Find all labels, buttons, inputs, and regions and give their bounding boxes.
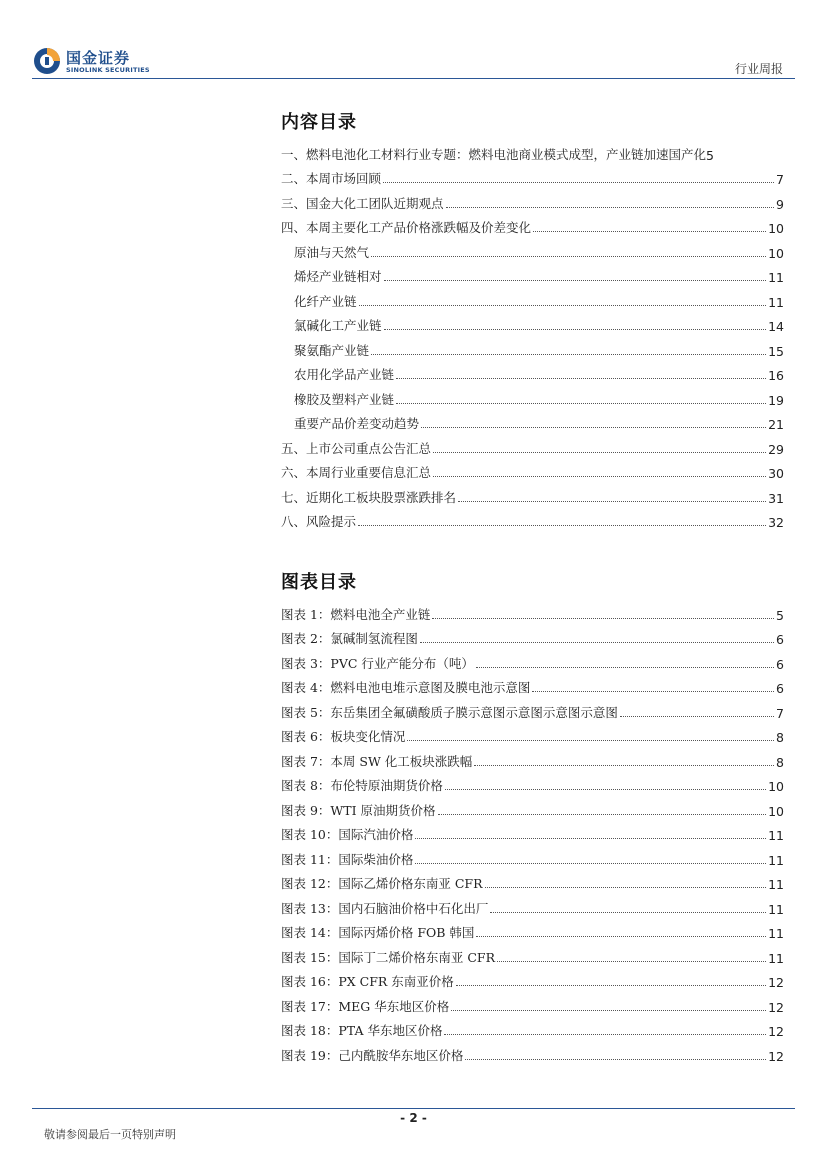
figure-entry-page: 11 xyxy=(768,828,784,843)
toc-entry-page: 9 xyxy=(776,196,784,212)
figure-entry[interactable] xyxy=(281,843,784,868)
dot-leader xyxy=(474,765,774,766)
toc-entry-label: 化纤产业链 xyxy=(294,293,357,309)
figure-entry[interactable] xyxy=(281,672,784,697)
toc-entry-page: 15 xyxy=(768,343,784,359)
figure-entry[interactable] xyxy=(281,917,784,942)
figure-entry-page: 12 xyxy=(768,975,784,990)
company-logo xyxy=(32,46,192,78)
toc-entry[interactable] xyxy=(281,506,784,531)
toc-entry[interactable] xyxy=(281,163,784,188)
figure-entry-label: 图表 14：国际丙烯价格 FOB 韩国 xyxy=(281,925,475,940)
toc-title: 内容目录 xyxy=(281,112,357,133)
figure-entry[interactable] xyxy=(281,794,784,819)
figure-entry-page: 11 xyxy=(768,901,784,917)
dot-leader xyxy=(532,691,774,692)
dot-leader xyxy=(433,452,766,453)
dot-leader xyxy=(433,476,766,477)
toc-entry-label: 一、燃料电池化工材料行业专题：燃料电池商业模式成型，产业链加速国产化 xyxy=(281,146,707,162)
dot-leader xyxy=(438,814,767,815)
figure-entry-page: 11 xyxy=(768,950,784,966)
list-of-figures xyxy=(281,598,784,1064)
figure-entry[interactable] xyxy=(281,1015,784,1040)
figure-entry-page: 10 xyxy=(768,803,784,819)
header-divider xyxy=(32,78,795,79)
dot-leader xyxy=(476,667,774,668)
toc-entry-page: 14 xyxy=(768,319,784,334)
figure-entry-label: 图表 2：氯碱制氢流程图 xyxy=(281,631,418,646)
figure-entry-label: 图表 9：WTI 原油期货价格 xyxy=(281,802,436,818)
toc-entry[interactable] xyxy=(281,310,784,335)
figure-entry-page: 11 xyxy=(768,877,784,892)
dot-leader xyxy=(497,961,766,962)
figure-entry-page: 5 xyxy=(776,607,784,623)
figure-entry-label: 图表 16：PX CFR 东南亚价格 xyxy=(281,974,454,989)
dot-leader xyxy=(458,501,766,502)
figure-entry-page: 6 xyxy=(776,681,784,696)
toc-entry[interactable] xyxy=(281,408,784,433)
toc-entry[interactable] xyxy=(281,138,784,163)
toc-entry-page: 11 xyxy=(768,270,784,285)
dot-leader xyxy=(465,1059,766,1060)
dot-leader xyxy=(396,403,766,404)
figure-entry[interactable] xyxy=(281,598,784,623)
figure-entry-label: 图表 7：本周 SW 化工板块涨跌幅 xyxy=(281,753,473,769)
figure-entry[interactable] xyxy=(281,696,784,721)
toc-entry[interactable] xyxy=(281,261,784,286)
dot-leader xyxy=(456,985,766,986)
figure-entry-page: 12 xyxy=(768,999,784,1015)
toc-entry-page: 7 xyxy=(776,172,784,187)
toc-entry-label: 农用化学品产业链 xyxy=(294,367,395,382)
figure-entry[interactable] xyxy=(281,941,784,966)
dot-leader xyxy=(396,378,766,379)
figure-entry[interactable] xyxy=(281,990,784,1015)
dot-leader xyxy=(371,256,766,257)
figure-entry-page: 11 xyxy=(768,852,784,868)
figure-entry[interactable] xyxy=(281,1039,784,1064)
figure-entry-page: 10 xyxy=(768,779,784,794)
figures-title: 图表目录 xyxy=(281,572,357,593)
toc-entry[interactable] xyxy=(281,432,784,457)
figure-entry[interactable] xyxy=(281,868,784,893)
figure-entry-page: 7 xyxy=(776,705,784,721)
toc-entry-label: 八、风险提示 xyxy=(281,514,357,529)
figure-entry-page: 8 xyxy=(776,730,784,745)
figure-entry-page: 6 xyxy=(776,656,784,672)
toc-entry-page: 19 xyxy=(768,392,784,408)
dot-leader xyxy=(485,887,767,888)
toc-entry[interactable] xyxy=(281,285,784,310)
toc-entry-page: 16 xyxy=(768,368,784,383)
dot-leader xyxy=(421,427,766,428)
dot-leader xyxy=(407,740,774,741)
figure-entry[interactable] xyxy=(281,770,784,795)
dot-leader xyxy=(420,642,774,643)
toc-entry-label: 重要产品价差变动趋势 xyxy=(294,416,420,431)
figure-entry-label: 图表 10：国际汽油价格 xyxy=(281,827,414,842)
dot-leader xyxy=(451,1010,766,1011)
dot-leader xyxy=(383,182,774,183)
dot-leader xyxy=(445,789,766,790)
toc-entry-label: 二、本周市场回顾 xyxy=(281,171,382,186)
report-type-label: 行业周报 xyxy=(734,62,783,76)
toc-entry-label: 聚氨酯产业链 xyxy=(294,342,370,358)
toc-entry-page: 31 xyxy=(768,490,784,506)
dot-leader xyxy=(444,1034,766,1035)
dot-leader xyxy=(533,231,766,232)
figure-entry[interactable] xyxy=(281,819,784,844)
figure-entry-label: 图表 8：布伦特原油期货价格 xyxy=(281,778,443,793)
logo-english-name: SINOLINK SECURITIES xyxy=(66,66,150,74)
toc-entry-label: 橡胶及塑料产业链 xyxy=(294,391,395,407)
figure-entry-label: 图表 15：国际丁二烯价格东南亚 CFR xyxy=(281,949,496,965)
logo-chinese-name: 国金证券 xyxy=(66,49,131,67)
dot-leader xyxy=(432,618,774,619)
toc-entry-page: 5 xyxy=(706,147,714,163)
toc-entry-label: 烯烃产业链相对 xyxy=(294,269,382,284)
figure-entry[interactable] xyxy=(281,647,784,672)
figure-entry-label: 图表 17：MEG 华东地区价格 xyxy=(281,998,450,1014)
disclaimer-text: 敬请参阅最后一页特别声明 xyxy=(44,1128,176,1141)
figure-entry[interactable] xyxy=(281,892,784,917)
figure-entry-label: 图表 1：燃料电池全产业链 xyxy=(281,606,431,622)
toc-entry-label: 五、上市公司重点公告汇总 xyxy=(281,440,432,456)
figure-entry-page: 6 xyxy=(776,632,784,647)
dot-leader xyxy=(384,280,767,281)
toc-entry-label: 氯碱化工产业链 xyxy=(294,318,382,333)
dot-leader xyxy=(476,936,766,937)
sinolink-logo-icon xyxy=(32,46,62,76)
dot-leader xyxy=(358,525,766,526)
figure-entry-page: 8 xyxy=(776,754,784,770)
toc-entry[interactable] xyxy=(281,212,784,237)
figure-entry-label: 图表 19：己内酰胺华东地区价格 xyxy=(281,1047,464,1063)
dot-leader xyxy=(415,838,766,839)
figure-entry[interactable] xyxy=(281,623,784,648)
toc-entry[interactable] xyxy=(281,383,784,408)
figure-entry-label: 图表 12：国际乙烯价格东南亚 CFR xyxy=(281,876,483,891)
figure-entry-label: 图表 11：国际柴油价格 xyxy=(281,851,414,867)
figure-entry-label: 图表 4：燃料电池电堆示意图及膜电池示意图 xyxy=(281,680,531,695)
dot-leader xyxy=(371,354,766,355)
dot-leader xyxy=(384,329,767,330)
toc-entry[interactable] xyxy=(281,236,784,261)
page-number: - 2 - xyxy=(400,1111,427,1125)
toc-entry-label: 七、近期化工板块股票涨跌排名 xyxy=(281,489,457,505)
dot-leader xyxy=(446,207,775,208)
toc-entry-page: 21 xyxy=(768,417,784,432)
dot-leader xyxy=(359,305,767,306)
toc-entry[interactable] xyxy=(281,334,784,359)
dot-leader xyxy=(415,863,766,864)
toc-entry-page: 10 xyxy=(768,245,784,261)
figure-entry[interactable] xyxy=(281,745,784,770)
dot-leader xyxy=(490,912,766,913)
figure-entry-label: 图表 5：东岳集团全氟磺酸质子膜示意图示意图示意图示意图 xyxy=(281,704,618,720)
toc-entry-page: 29 xyxy=(768,441,784,457)
figure-entry-page: 12 xyxy=(768,1048,784,1064)
figure-entry[interactable] xyxy=(281,721,784,746)
toc-entry-page: 32 xyxy=(768,515,784,530)
toc-entry[interactable] xyxy=(281,359,784,384)
dot-leader xyxy=(620,716,774,717)
figure-entry[interactable] xyxy=(281,966,784,991)
footer-divider xyxy=(32,1108,795,1109)
table-of-contents xyxy=(281,138,784,530)
toc-entry-page: 11 xyxy=(768,294,784,310)
toc-entry-label: 六、本周行业重要信息汇总 xyxy=(281,465,432,480)
toc-entry[interactable] xyxy=(281,481,784,506)
toc-entry[interactable] xyxy=(281,187,784,212)
figure-entry-label: 图表 6：板块变化情况 xyxy=(281,729,406,744)
figure-entry-page: 11 xyxy=(768,926,784,941)
toc-entry-label: 原油与天然气 xyxy=(294,244,370,260)
figure-entry-page: 12 xyxy=(768,1024,784,1039)
toc-entry-page: 30 xyxy=(768,466,784,481)
page-header xyxy=(0,0,827,80)
figure-entry-label: 图表 3：PVC 行业产能分布（吨） xyxy=(281,655,474,671)
toc-entry-label: 三、国金大化工团队近期观点 xyxy=(281,195,444,211)
toc-entry-label: 四、本周主要化工产品价格涨跌幅及价差变化 xyxy=(281,220,532,235)
toc-entry[interactable] xyxy=(281,457,784,482)
figure-entry-label: 图表 18：PTA 华东地区价格 xyxy=(281,1023,443,1038)
figure-entry-label: 图表 13：国内石脑油价格中石化出厂 xyxy=(281,900,489,916)
toc-entry-page: 10 xyxy=(768,221,784,236)
